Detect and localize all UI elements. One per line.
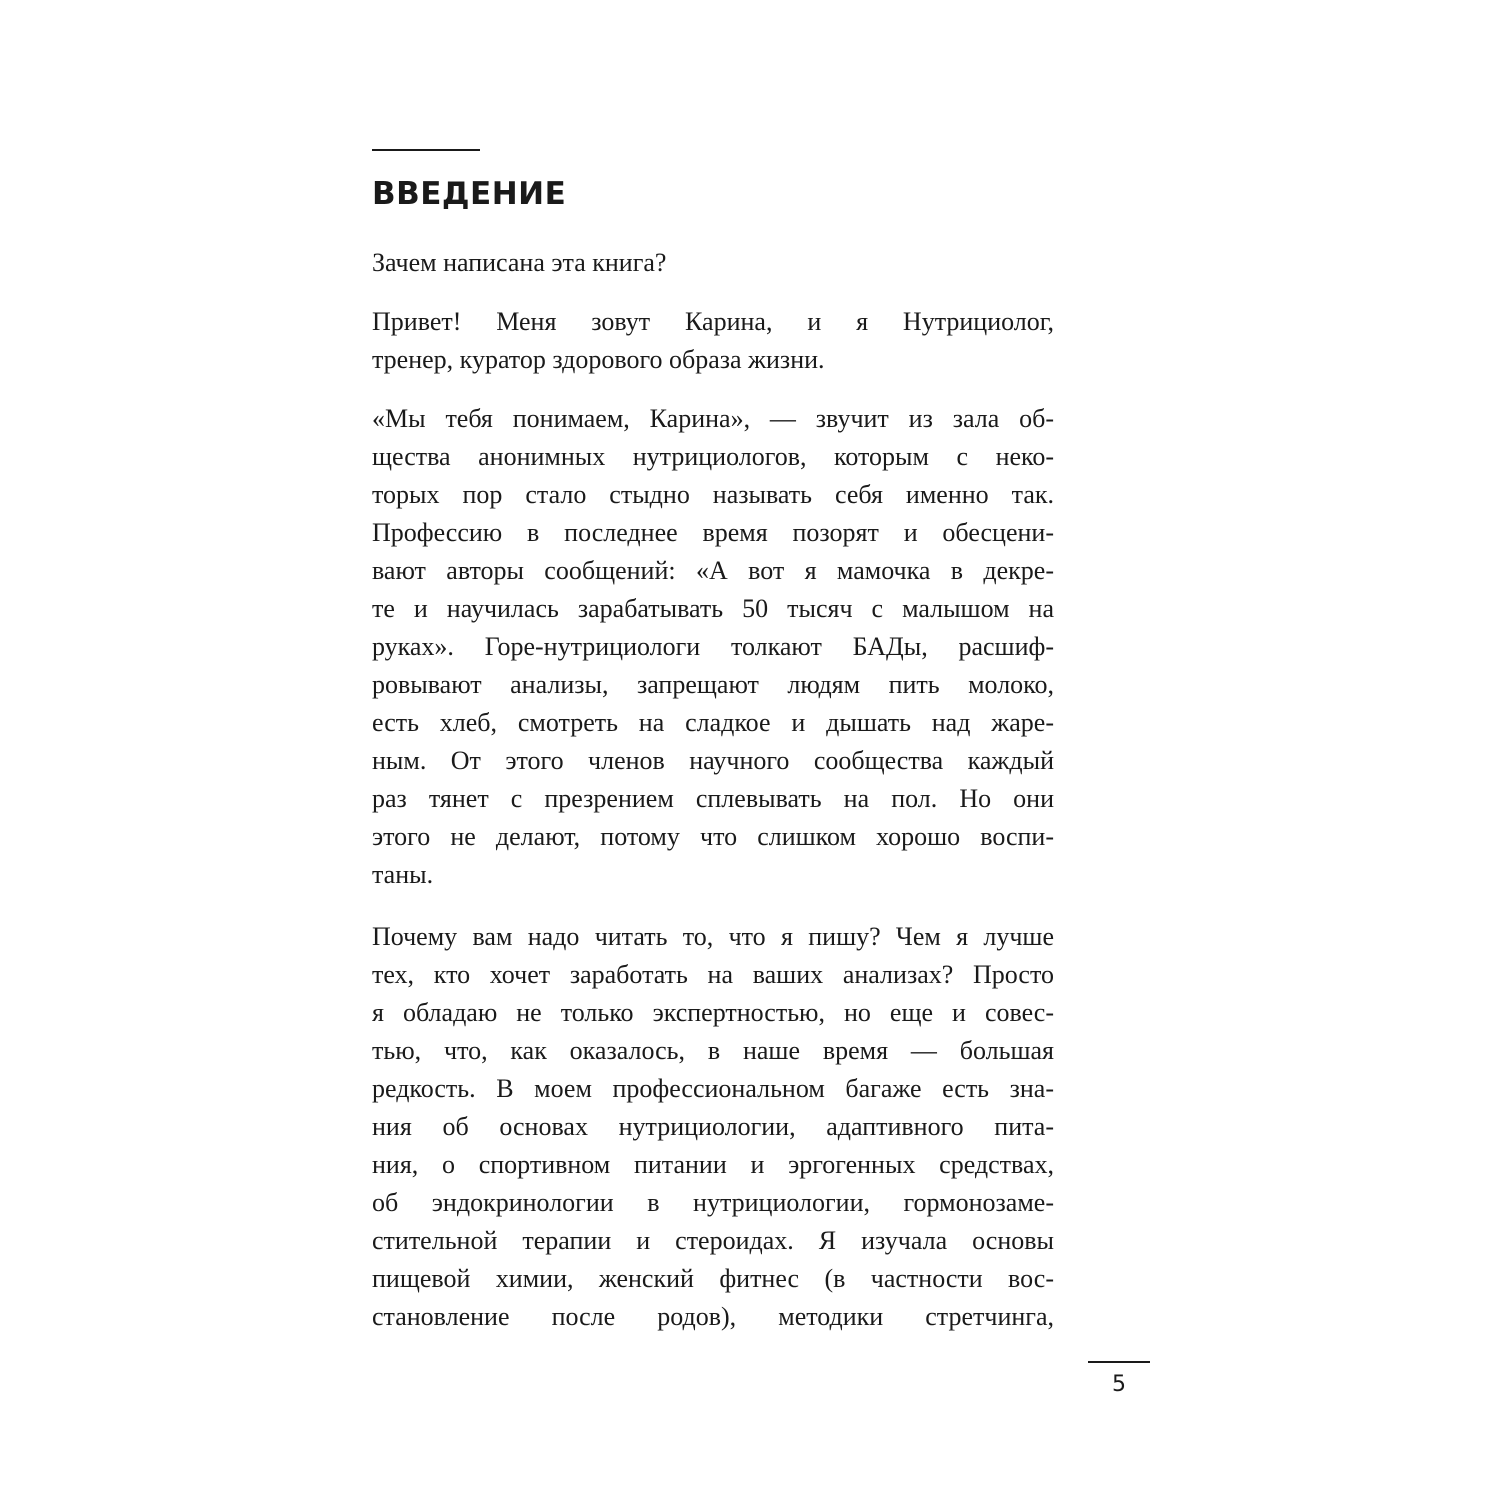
paragraph-3-line-11: раз тянет с презрением сплевывать на пол. Но они	[372, 784, 1054, 813]
paragraph-3-line-3: торых пор стало стыдно называть себя именно так.	[372, 480, 1054, 509]
paragraph-2-line-1: Привет! Меня зовут Карина, и я Нутрициолог,	[372, 307, 1054, 336]
paragraph-4-line-1: Почему вам надо читать то, что я пишу? Чем я лучше	[372, 922, 1054, 951]
paragraph-1-line-1: Зачем написана эта книга?	[372, 248, 667, 277]
paragraph-4-line-4: тью, что, как оказалось, в наше время — большая	[372, 1036, 1054, 1065]
footer-rule	[1088, 1361, 1150, 1363]
paragraph-4-line-8: об эндокринологии в нутрициологии, гормонозаме-	[372, 1188, 1054, 1217]
paragraph-3-line-6: те и научилась зарабатывать 50 тысяч с малышом на	[372, 594, 1054, 623]
paragraph-4-line-9: стительной терапии и стероидах. Я изучала основы	[372, 1226, 1054, 1255]
paragraph-2-line-2: тренер, куратор здорового образа жизни.	[372, 345, 825, 374]
chapter-top-rule	[372, 149, 480, 151]
paragraph-3-line-1: «Мы тебя понимаем, Карина», — звучит из зала об-	[372, 404, 1054, 433]
paragraph-3-line-9: есть хлеб, смотреть на сладкое и дышать над жаре-	[372, 708, 1054, 737]
paragraph-3-line-7: руках». Горе-нутрициологи толкают БАДы, расшиф-	[372, 632, 1054, 661]
paragraph-4-line-3: я обладаю не только экспертностью, но еще и совес-	[372, 998, 1054, 1027]
paragraph-4-line-6: ния об основах нутрициологии, адаптивного пита-	[372, 1112, 1054, 1141]
paragraph-3-line-10: ным. От этого членов научного сообщества каждый	[372, 746, 1054, 775]
page-number: 5	[1112, 1372, 1126, 1397]
paragraph-3-line-12: этого не делают, потому что слишком хорошо воспи-	[372, 822, 1054, 851]
paragraph-3-line-2: щества анонимных нутрициологов, которым с неко-	[372, 442, 1054, 471]
chapter-title: ВВЕДЕНИЕ	[372, 176, 567, 212]
paragraph-4-line-5: редкость. В моем профессиональном багаже есть зна-	[372, 1074, 1054, 1103]
paragraph-3-line-8: ровывают анализы, запрещают людям пить молоко,	[372, 670, 1054, 699]
paragraph-4-line-10: пищевой химии, женский фитнес (в частности вос-	[372, 1264, 1054, 1293]
paragraph-3-line-4: Профессию в последнее время позорят и обесцени-	[372, 518, 1054, 547]
paragraph-3-line-5: вают авторы сообщений: «А вот я мамочка в декре-	[372, 556, 1054, 585]
paragraph-4-line-7: ния, о спортивном питании и эргогенных средствах,	[372, 1150, 1054, 1179]
paragraph-3-line-13: таны.	[372, 860, 434, 889]
paragraph-4-line-11: становление после родов), методики стретчинга,	[372, 1302, 1054, 1331]
paragraph-4-line-2: тех, кто хочет заработать на ваших анализах? Просто	[372, 960, 1054, 989]
